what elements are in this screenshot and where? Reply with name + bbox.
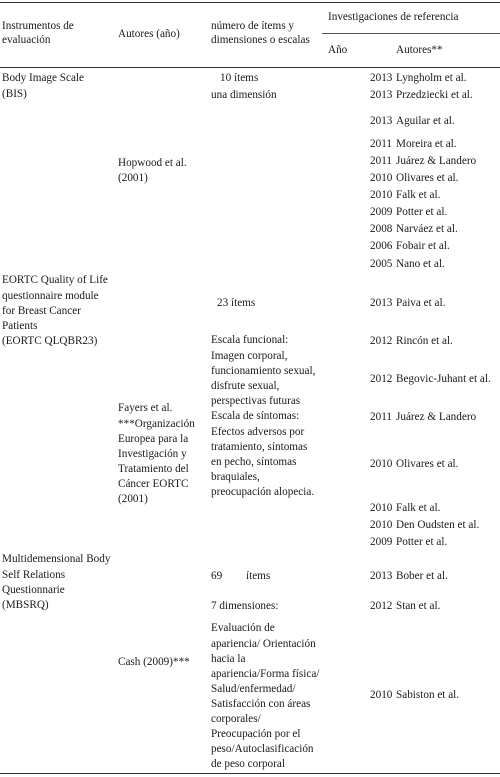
mbsrq-ref-year-2: 2012 xyxy=(370,600,393,612)
eortc-items: 23 ítems xyxy=(217,297,256,309)
bis-ref-year-8: 2009 xyxy=(370,206,393,218)
header-col-authors: Autores (año) xyxy=(118,28,180,40)
mbsrq-dim-5: Salud/enfermedad/ xyxy=(211,683,296,695)
mbsrq-dim-7: corporales/ xyxy=(211,713,261,725)
bis-ref-author-7: Falk et al. xyxy=(396,189,441,201)
mbsrq-ref-author-3: Sabiston et al. xyxy=(396,689,460,701)
eortc-ref-author-8: Potter et al. xyxy=(396,536,448,548)
table-bottom-rule xyxy=(0,773,500,774)
bis-ref-author-1: Lyngholm et al. xyxy=(396,72,467,84)
mbsrq-dims: 7 dimensiones: xyxy=(211,600,279,612)
mbsrq-dim-2: apariencia/ Orientación xyxy=(211,638,316,650)
eortc-scale-3: funcionamiento sexual, xyxy=(211,365,316,377)
eortc-ref-year-6: 2010 xyxy=(370,502,393,514)
bis-ref-year-4: 2011 xyxy=(370,138,392,150)
eortc-name-1: EORTC Quality of Life xyxy=(2,274,108,286)
bis-name-1: Body Image Scale xyxy=(2,72,85,84)
mbsrq-author: Cash (2009)*** xyxy=(118,656,190,668)
bis-ref-year-10: 2006 xyxy=(370,240,393,252)
eortc-ref-year-3: 2012 xyxy=(370,373,393,385)
mbsrq-name-3: Questionnarie xyxy=(2,584,65,596)
eortc-scale-1: Escala funcional: xyxy=(211,334,289,346)
header-sub-rule xyxy=(322,33,500,34)
eortc-scale-6: Escala de síntomas: xyxy=(211,410,300,422)
bis-dimension: una dimensión xyxy=(211,89,277,101)
eortc-name-4: Patients xyxy=(2,320,38,332)
header-col-instrument-2: evaluación xyxy=(2,34,51,46)
bis-ref-author-5: Juárez & Landero xyxy=(396,155,477,167)
eortc-scale-4: disfrute sexual, xyxy=(211,380,280,392)
eortc-scale-8: tratamiento, síntomas xyxy=(211,441,308,453)
header-sub-authors: Autores** xyxy=(396,44,443,56)
bis-ref-author-4: Moreira et al. xyxy=(396,138,457,150)
bis-ref-author-6: Olivares et al. xyxy=(396,172,459,184)
header-col-items-2: dimensiones o escalas xyxy=(211,34,310,46)
bis-ref-author-9: Narváez et al. xyxy=(396,223,458,235)
eortc-ref-year-2: 2012 xyxy=(370,335,393,347)
mbsrq-dim-1: Evaluación de xyxy=(211,622,275,634)
bis-ref-year-2: 2013 xyxy=(370,89,393,101)
bis-ref-author-10: Fobair et al. xyxy=(396,240,450,252)
bis-items: 10 ítems xyxy=(220,72,259,84)
eortc-ref-year-8: 2009 xyxy=(370,536,393,548)
bis-ref-year-7: 2010 xyxy=(370,189,393,201)
bis-ref-year-11: 2005 xyxy=(370,258,393,270)
eortc-name-2: questionnaire module xyxy=(2,290,99,302)
eortc-ref-year-7: 2010 xyxy=(370,519,393,531)
bis-ref-author-3: Aguilar et al. xyxy=(396,115,455,127)
header-sub-year: Año xyxy=(328,44,348,56)
mbsrq-items-num: 69 xyxy=(211,570,223,582)
bis-ref-author-2: Przedziecki et al. xyxy=(396,89,473,101)
bis-author-2: (2001) xyxy=(118,172,148,184)
bis-ref-year-6: 2010 xyxy=(370,172,393,184)
mbsrq-name-2: Self Relations xyxy=(2,569,66,581)
bis-author-1: Hopwood et al. xyxy=(118,157,187,169)
mbsrq-dim-9: peso/Autoclasificación xyxy=(211,743,314,755)
bis-ref-year-1: 2013 xyxy=(370,72,393,84)
eortc-author-7: (2001) xyxy=(118,493,148,505)
mbsrq-dim-8: Preocupación por el xyxy=(211,728,301,740)
mbsrq-ref-author-2: Stan et al. xyxy=(396,600,441,612)
eortc-author-4: Investigación y xyxy=(118,448,187,460)
mbsrq-ref-year-3: 2010 xyxy=(370,689,393,701)
mbsrq-items-word: ítems xyxy=(246,570,271,582)
eortc-scale-7: Efectos adversos por xyxy=(211,426,305,438)
eortc-scale-10: braquiales, xyxy=(211,471,260,483)
eortc-scale-11: preocupación alopecia. xyxy=(211,486,315,498)
bis-ref-year-3: 2013 xyxy=(370,115,393,127)
header-col-research: Investigaciones de referencia xyxy=(328,11,459,23)
eortc-ref-year-5: 2010 xyxy=(370,458,393,470)
eortc-name-5: (EORTC QLQBR23) xyxy=(2,335,98,347)
eortc-ref-author-5: Olivares et al. xyxy=(396,458,459,470)
eortc-author-5: Tratamiento del xyxy=(118,463,189,475)
mbsrq-dim-3: hacia la xyxy=(211,653,246,665)
eortc-scale-2: Imagen corporal, xyxy=(211,350,288,362)
eortc-ref-author-7: Den Oudsten et al. xyxy=(396,519,480,531)
header-col-instrument-1: Instrumentos de xyxy=(2,20,74,32)
eortc-ref-year-4: 2011 xyxy=(370,411,392,423)
eortc-author-2: ***Organización xyxy=(118,418,195,430)
eortc-ref-author-3: Begovic-Juhant et al. xyxy=(396,373,491,385)
eortc-scale-5: perspectivas futuras xyxy=(211,395,301,407)
eortc-ref-year-1: 2013 xyxy=(370,297,393,309)
mbsrq-ref-year-1: 2013 xyxy=(370,570,393,582)
eortc-author-3: Europea para la xyxy=(118,433,189,445)
eortc-author-6: Cáncer EORTC xyxy=(118,478,189,490)
eortc-ref-author-6: Falk et al. xyxy=(396,502,441,514)
bis-ref-year-5: 2011 xyxy=(370,155,392,167)
eortc-ref-author-1: Paiva et al. xyxy=(396,297,446,309)
bis-ref-year-9: 2008 xyxy=(370,223,393,235)
bis-name-2: (BIS) xyxy=(2,88,27,100)
mbsrq-dim-6: Satisfacción con áreas xyxy=(211,698,311,710)
table-top-rule xyxy=(0,2,500,3)
eortc-ref-author-4: Juárez & Landero xyxy=(396,411,477,423)
mbsrq-dim-10: de peso corporal xyxy=(211,758,285,770)
eortc-name-3: for Breast Cancer xyxy=(2,305,81,317)
eortc-scale-9: en pecho, síntomas xyxy=(211,456,297,468)
mbsrq-ref-author-1: Bober et al. xyxy=(396,570,448,582)
eortc-author-1: Fayers et al. xyxy=(118,402,173,414)
bis-ref-author-8: Potter et al. xyxy=(396,206,448,218)
mbsrq-dim-4: apariencia/Forma física/ xyxy=(211,668,320,680)
eortc-ref-author-2: Rincón et al. xyxy=(396,335,453,347)
header-bottom-rule xyxy=(0,67,500,68)
bis-ref-author-11: Nano et al. xyxy=(396,258,445,270)
mbsrq-name-4: (MBSRQ) xyxy=(2,599,49,611)
header-col-items-1: número de ítems y xyxy=(211,20,294,32)
mbsrq-name-1: Multidemensional Body xyxy=(2,553,111,565)
